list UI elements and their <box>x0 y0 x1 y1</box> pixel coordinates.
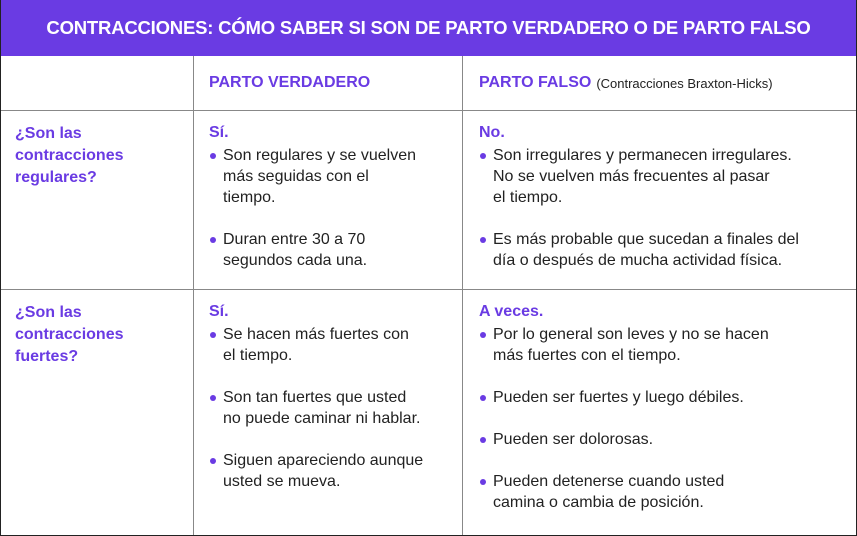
row-question: ¿Son las contracciones regulares? <box>15 125 124 186</box>
table-title: CONTRACCIONES: CÓMO SABER SI SON DE PARTO VERDADERO O DE PARTO FALSO <box>1 0 856 56</box>
row-question: ¿Son las contracciones fuertes? <box>15 304 124 365</box>
list-item: Pueden ser fuertes y luego débiles. <box>479 387 840 408</box>
list-item: Duran entre 30 a 70 segundos cada una. <box>209 229 447 271</box>
answer: Sí. <box>209 303 229 320</box>
true-labor-heading: PARTO VERDADERO <box>209 74 371 91</box>
answer: A veces. <box>479 303 544 320</box>
answer: Sí. <box>209 124 229 141</box>
list-item: Pueden detenerse cuando usted camina o cambia de posición. <box>479 471 840 513</box>
list-item: Son tan fuertes que usted no puede caminar ni hablar. <box>209 387 447 429</box>
list-item: Se hacen más fuertes con el tiempo. <box>209 324 447 366</box>
bullet-list <box>209 324 447 492</box>
false-labor-heading: PARTO FALSO <box>479 74 592 91</box>
list-item: Son irregulares y permanecen irregulares. No se vuelven más frecuentes al pasar el tiempo. <box>479 145 840 208</box>
list-item: Por lo general son leves y no se hacen más fuertes con el tiempo. <box>479 324 840 366</box>
bullet-list <box>479 324 840 513</box>
column-header-row <box>1 56 856 111</box>
answer: No. <box>479 124 505 141</box>
bullet-list <box>479 145 840 271</box>
header-false-labor <box>463 56 856 110</box>
list-item: Siguen apareciendo aunque usted se mueva. <box>209 450 447 492</box>
list-item: Son regulares y se vuelven más seguidas con el tiempo. <box>209 145 447 208</box>
empty-header-cell <box>1 56 194 110</box>
list-item: Es más probable que sucedan a finales del día o después de mucha actividad física. <box>479 229 840 271</box>
bullet-list <box>209 145 447 271</box>
header-true-labor <box>194 56 463 110</box>
table-row <box>1 111 856 290</box>
false-labor-note: (Contracciones Braxton-Hicks) <box>596 75 773 91</box>
list-item: Pueden ser dolorosas. <box>479 429 840 450</box>
table-row <box>1 290 856 535</box>
